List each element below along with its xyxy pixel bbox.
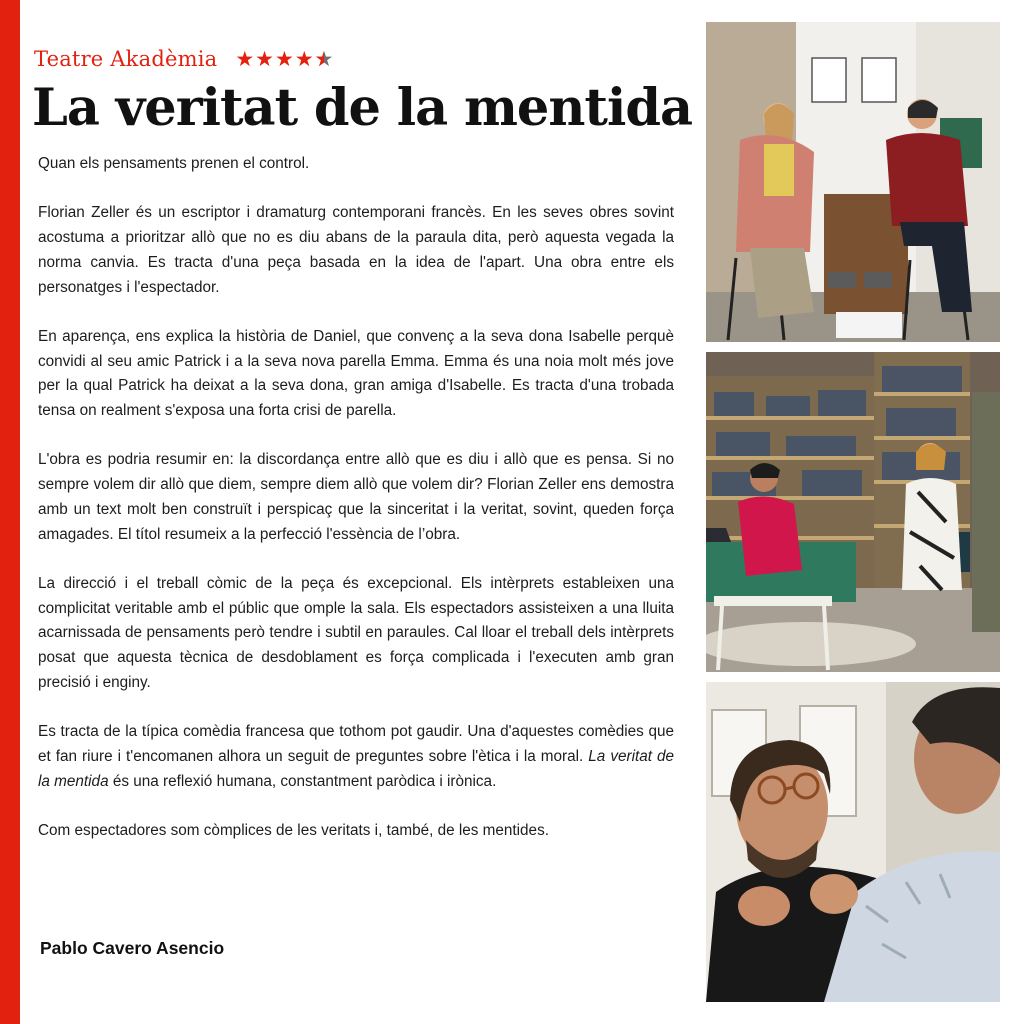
accent-bar (0, 0, 20, 1024)
star-full-icon: ★ (235, 47, 255, 71)
paragraph-text: Es tracta de la típica comèdia francesa que tothom pot gaudir. Una d'aquestes comèdies que et fan riure i t'encomanen alhora un seguit de preguntes sobre l'ètica i la moral. (38, 723, 674, 765)
star-full-icon: ★ (275, 47, 294, 71)
article-paragraph: Florian Zeller és un escriptor i dramaturg contemporani francès. En les seves obres sovint acostuma a prioritzar allò que no es diu abans de la paraula dita, però aquesta vegada la norma canvia. Es tracta d'una peça basada en la idea de l'apart. Una obra entre els personatges i l'espectador. (38, 204, 674, 296)
article-paragraph (38, 720, 674, 794)
star-full-icon: ★ (255, 47, 274, 71)
article-lead: Quan els pensaments prenen el control. (38, 155, 310, 172)
photo-living-room-scene (706, 352, 1000, 672)
star-half-icon: ★ ★ (315, 49, 334, 70)
play-title-italic: La veritat de la mentida (38, 747, 674, 790)
photo-closeup-scene (706, 682, 1000, 1002)
venue-name: Teatre Akadèmia (34, 47, 218, 71)
author-name: Pablo Cavero Asencio (40, 938, 225, 958)
article-paragraph: En aparença, ens explica la història de Daniel, que convenç a la seva dona Isabelle perquè convidi al seu amic Patrick i a la seva nova parella Emma. Emma és una noia molt més jove per la qual Patrick ha deixat a la seva dona, gran amiga d'Isabelle. Es tracta d'una trobada tensa on realment s'exposa una forta crisi de parella. (38, 327, 674, 419)
article-closing: Com espectadores som còmplices de les veritats i, també, de les mentides. (38, 821, 549, 839)
venue-rating-line (34, 44, 334, 74)
article-paragraph: L'obra es podria resumir en: la discordança entre allò que es diu i allò que es pensa. Si no sempre volem dir allò que diem, sempre diem allò que volem dir? Florian Zeller ens demostra amb un text molt ben construït i perspicaç que la sinceritat i la veritat, sovint, queden força amagades. El títol resumeix a la perfecció l'essència de l’obra. (38, 451, 674, 543)
star-full-icon: ★ (294, 47, 314, 71)
article-body (38, 152, 674, 868)
star-rating (235, 49, 334, 70)
photo-kitchen-scene (706, 22, 1000, 342)
article-title: La veritat de la mentida (32, 78, 693, 138)
paragraph-text: és una reflexió humana, constantment paròdica i irònica. (108, 772, 497, 790)
article-paragraph: La direcció i el treball còmic de la peça és excepcional. Els intèrprets estableixen una complicitat veritable amb el públic que omple la sala. Els espectadors assisteixen a una lluita acarnissada de pensaments però tendre i subtil en paraules. Cal lloar el treball dels intèrprets posat que aquesta tècnica de desdoblament es força complicada i l'executen amb gran precisió i enginy. (38, 574, 674, 691)
